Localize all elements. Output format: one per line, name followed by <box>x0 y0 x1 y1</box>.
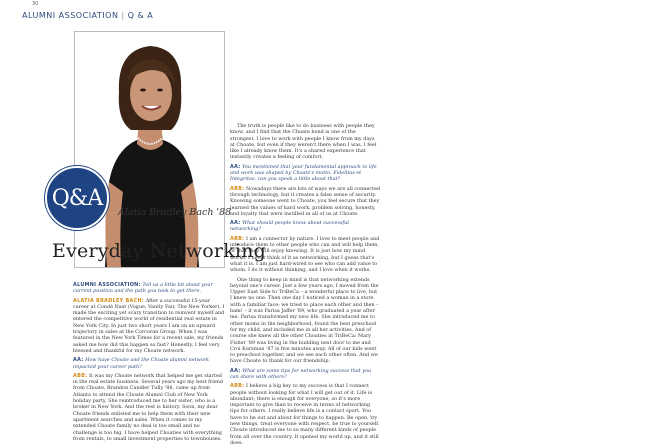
left-column <box>73 282 225 440</box>
question-text: Tell us a little bit about your current position and the path you took to get there. <box>73 282 213 295</box>
interviewer-label: AA: <box>230 163 241 170</box>
interviewee-label: ABB: <box>230 383 245 390</box>
answer-paragraph <box>230 236 380 274</box>
body-paragraph: The truth is people like to do business with people they know, and I find that the Choate bond is one of the strongest. I love to work with people I know from my days at Choate, but even if they weren't there when I was, I feel like I already know them. It's a shared experience that instantly creates a feeling of comfort. <box>230 123 377 161</box>
interviewee-label: ABB: <box>230 235 245 242</box>
interviewer-label: AA: <box>230 220 241 227</box>
section-header <box>22 11 153 20</box>
answer-paragraph <box>230 186 380 217</box>
answer-paragraph <box>73 298 225 355</box>
answer-text: I am a connector by nature. I love to meet people and introduce them to other people who can and will help them, or that they will enjoy knowing. It is just how my mind works. I never think of it as networking, but I guess that's what it is. I am just hard-wired to see who can add value to whom. I do it without thinking, and I love when it works. <box>230 235 380 274</box>
answer-paragraph <box>73 373 225 442</box>
answer-text: I believe a big key to my success is that I connect people without looking for what I will get out of it. Life is abundant; there is enough for everyone, so it's more important to give than to receive in terms of networking tips for others. I really believe life is a contact sport. You have to be out and about for things to happen. Be open, try new things, treat everyone with respect, be true to yourself. Choate introduced me to so many different kinds of people from all over the country. It opened my world up, and it still does. <box>230 383 380 446</box>
question-text: How have Choate and the Choate alumni network impacted your career path? <box>73 357 209 370</box>
body-paragraph: One thing to keep in mind is that networking extends beyond one's career. Just a few years ago, I moved from the Upper East Side to TriBeCa – a wonderful place to live, but I knew no one. Then one day I noticed a woman in a store with a familiar face; we tried to place each other and then – bam! – it was Parisa Jaffer '89, who graduated a year after me. Parisa transformed my new life. She introduced me to other moms in the neighborhood, found the best preschool for my child, and included me in all her activities. And of course she knew all the other Choaties in TriBeCa: Mary Fisher '89 was living in the building next door to me and Croi Kurzman '87 is five minutes away. All of our kids went to preschool together, and we see each other often. And we have Choate to thank for our friendship. <box>230 276 379 365</box>
section-sub-label: Q & A <box>127 11 154 20</box>
right-column <box>230 123 380 446</box>
portrait-illustration <box>75 32 224 267</box>
qa-badge: Q&A <box>45 166 109 230</box>
question-text: You mentioned that your fundamental approach to life and work was shaped by Choate's motto, Fidelitas et Integritas; can you speak a little about that? <box>230 163 377 183</box>
interviewee-label: ALATIA BRADLEY BACH: <box>73 297 145 304</box>
article-title: Everyday Networking <box>52 240 267 262</box>
question-paragraph <box>230 164 380 183</box>
header-separator: | <box>121 11 125 20</box>
answer-text: It was my Choate network that helped me get started in the real estate business. Several years ago my best friend from Choate, Brandon Candler Tully '88, came up from Atlanta to attend the Choate Alumni Club of New York holiday party. She reintroduced me to her sister, who is a broker in New York. And the rest is history. Soon, my dear Choate friends enlisted me to help them with their new apartment searches and sales. When it comes to my extended Choate family no deal is too small and no challenge is too big. I have helped Choaties with everything from rentals, to small investment properties to townhouses. <box>73 372 224 442</box>
answer-paragraph <box>230 383 380 446</box>
portrait-photo <box>74 31 225 268</box>
interviewer-label: ALUMNI ASSOCIATION: <box>73 282 141 288</box>
answer-text: Nowadays there are lots of ways we are all connected through technology, but it creates a false sense of security. Knowing someone went to Choate, you feel secure that they learned the values of hard work, problem solving, honesty, and loyalty that were instilled in all of us at Choate. <box>230 185 380 217</box>
question-text: What are some tips for networking success that you can share with others? <box>230 367 372 380</box>
page-number: 30 <box>32 1 39 7</box>
question-paragraph <box>230 368 380 381</box>
section-label: ALUMNI ASSOCIATION <box>22 11 119 20</box>
question-paragraph <box>230 220 380 233</box>
photo-caption: Alatia Bradley Bach '88 <box>118 207 232 218</box>
question-paragraph <box>73 357 225 370</box>
interviewer-label: AA: <box>230 367 241 374</box>
question-text: What should people know about successful networking? <box>230 220 349 233</box>
interviewee-label: ABB: <box>73 372 88 379</box>
interviewer-label: AA: <box>73 357 84 364</box>
question-paragraph <box>73 282 225 295</box>
answer-text: After a successful 15-year career at Condé Nast (Vogue, Vanity Fair, The New Yorker), I made the exciting yet scary transition to reinvent myself and entered the competitive world of residential real estate in New York City. In just two short years I am on an upward trajectory in sales at the Corcoran Group. When I was featured in the New York Times for a recent sale, my friends asked me how did this happen so fast? Honestly, I feel very blessed and thankful for my Choate network. <box>73 297 225 354</box>
interviewee-label: ABB: <box>230 185 245 192</box>
